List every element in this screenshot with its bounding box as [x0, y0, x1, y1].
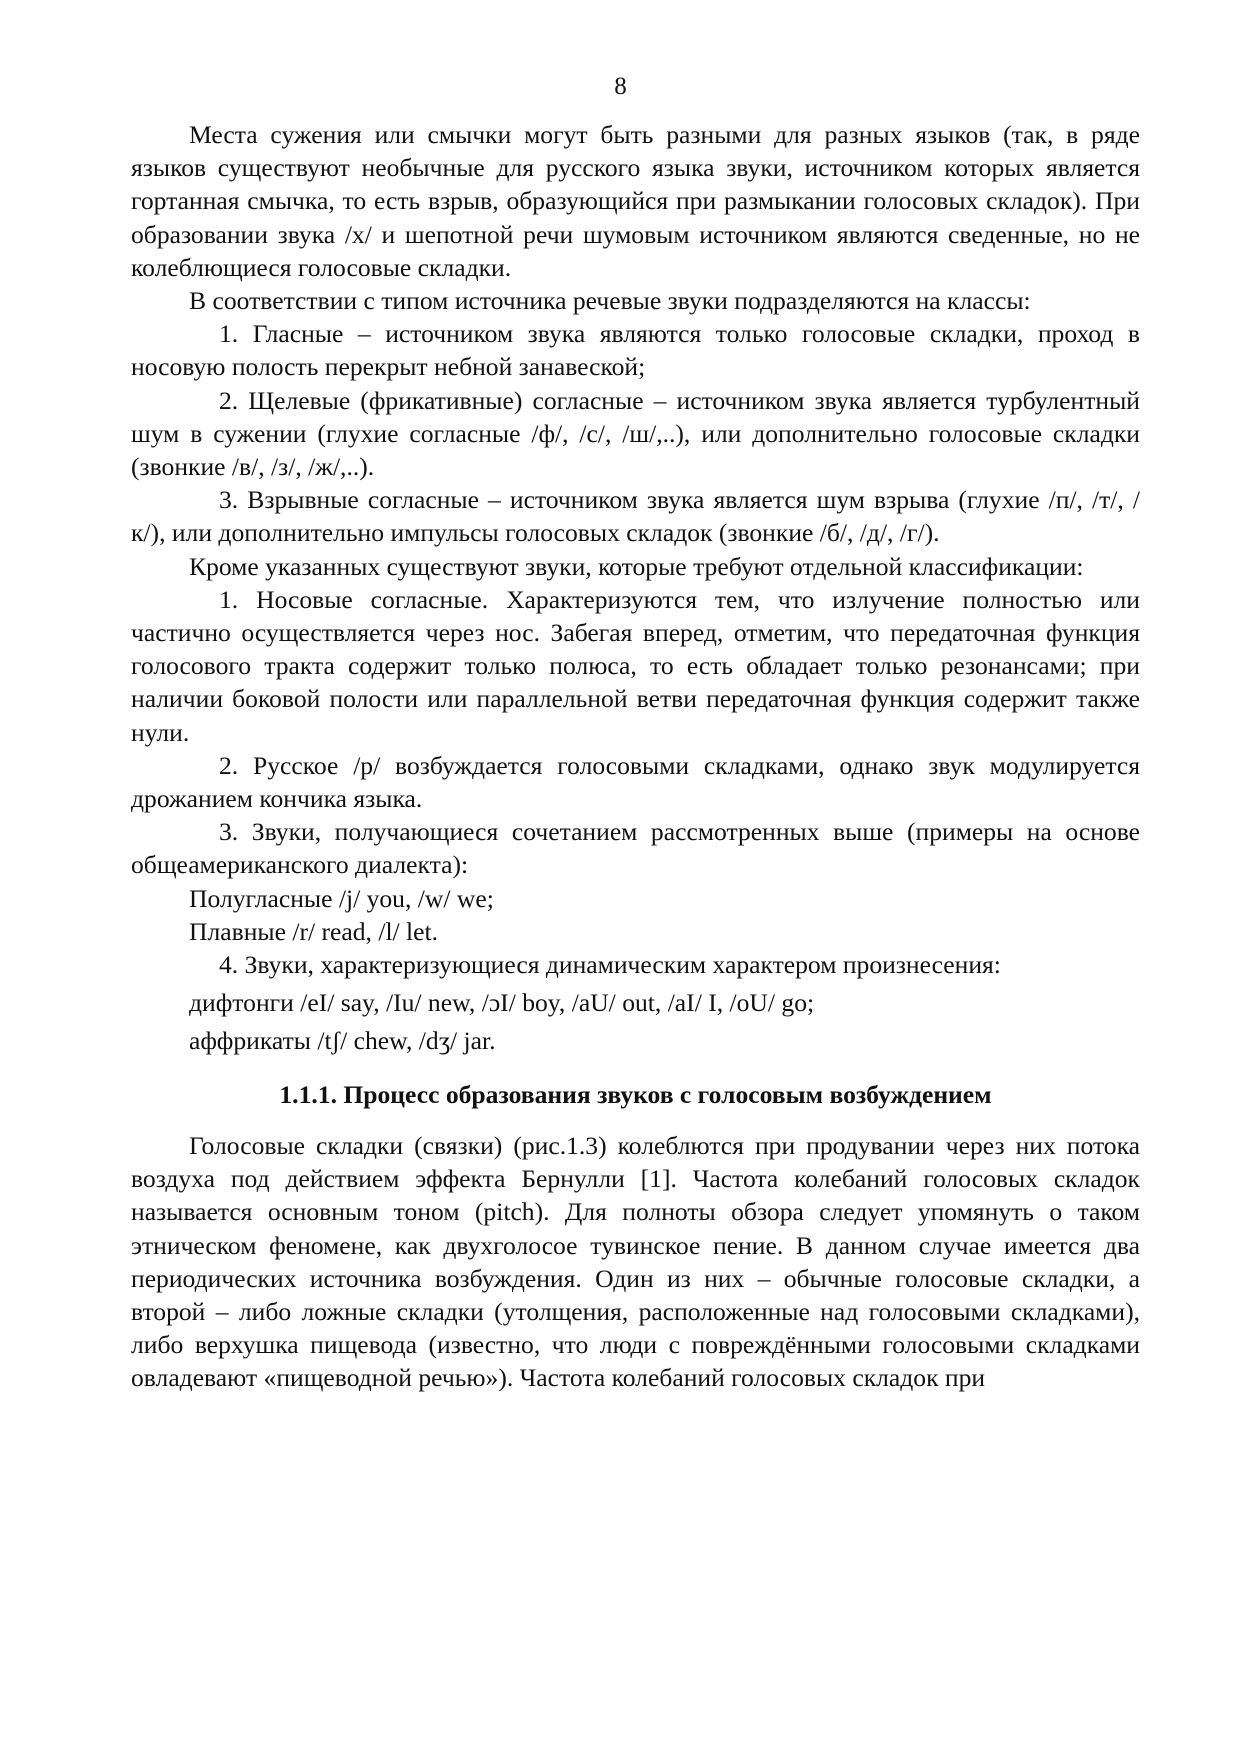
liquids-line: Плавные /r/ read, /l/ let.	[189, 916, 439, 946]
paragraph-constriction: Места сужения или смычки могут быть разными для разных языков (так, в ряде языков существуют необычные для русского языка звуки, источником которых является гортанная смычка, то есть взрыв, образующийся при размыкании голосовых складок). При образовании звука /х/ и шепотной речи шумовым источником являются сведенные, но не колеблющиеся голосовые складки.	[131, 120, 1140, 282]
section-heading: 1.1.1. Процесс образования звуков с голосовым возбуждением	[279, 1079, 992, 1109]
list-item-fricatives: 2. Щелевые (фрикативные) согласные – источником звука является турбулентный шум в сужении (глухие согласные /ф/, /с/, /ш/,..), или дополнительно голосовые складки (звонкие /в/, /з/, /ж/,..).	[131, 385, 1140, 482]
list-item-plosives: 3. Взрывные согласные – источником звука является шум взрыва (глухие /п/, /т/, /к/), или дополнительно импульсы голосовых складок (звонкие /б/, /д/, /г/).	[131, 485, 1140, 548]
paragraph-vocal-folds: Голосовые складки (связки) (рис.1.3) колеблются при продувании через них потока воздуха под действием эффекта Бернулли [1]. Частота колебаний голосовых складок называется основным тоном (pitch). Для полноты обзора следует упомянуть о таком этническом феномене, как двухголосое тувинское пение. В данном случае имеется два периодических источника возбуждения. Один из них – обычные голосовые складки, а второй – либо ложные складки (утолщения, расположенные над голосовыми складками), либо верхушка пищевода (известно, что люди с повреждёнными голосовыми складками овладевают «пищеводной речью»). Частота колебаний голосовых складок при	[131, 1130, 1140, 1393]
list-item-nasals: 1. Носовые согласные. Характеризуются тем, что излучение полностью или частично осуществляется через нос. Забегая вперед, отметим, что передаточная функция голосового тракта содержит только полюса, то есть обладает только резонансами; при наличии боковой полости или параллельной ветви передаточная функция содержит также нули.	[131, 584, 1140, 747]
list-item-vowels: 1. Гласные – источником звука являются только голосовые складки, проход в носовую полость перекрыт небной занавеской;	[131, 319, 1140, 382]
diphthongs-line: дифтонги /eI/ say, /Iu/ new, /ɔI/ boy, /aU/ out, /aI/ I, /oU/ go;	[189, 988, 815, 1018]
paragraph-source-classes: В соответствии с типом источника речевые звуки подразделяются на классы:	[189, 286, 1031, 316]
affricates-line: аффрикаты /tʃ/ chew, /dʒ/ jar.	[189, 1026, 496, 1056]
paragraph-other-sounds: Кроме указанных существуют звуки, которые требуют отдельной классификации:	[189, 551, 1084, 581]
page-number: 8	[614, 73, 627, 100]
body-text	[131, 118, 1140, 1395]
semivowels-line: Полугласные /j/ you, /w/ we;	[189, 883, 494, 913]
list-item-dynamic: 4. Звуки, характеризующиеся динамическим характером произнесения:	[219, 950, 1001, 980]
list-item-combinations: 3. Звуки, получающиеся сочетанием рассмотренных выше (примеры на основе общеамериканского диалекта):	[131, 817, 1140, 880]
list-item-trill: 2. Русское /р/ возбуждается голосовыми складками, однако звук модулируется дрожанием кончика языка.	[131, 750, 1140, 814]
